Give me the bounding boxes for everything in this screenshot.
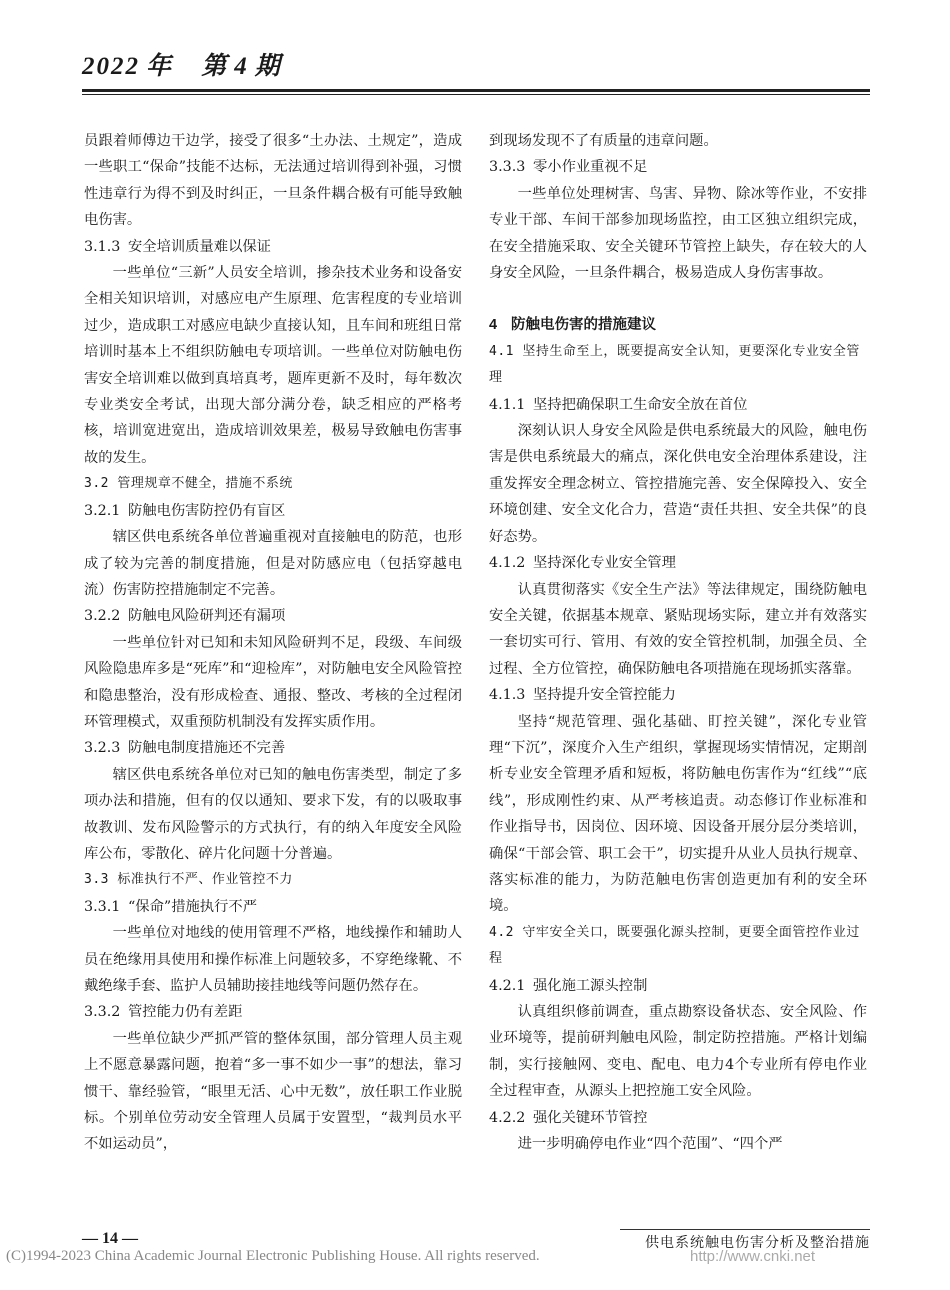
header-rule-thin [82, 94, 870, 95]
copyright-notice: (C)1994-2023 China Academic Journal Electronic Publishing House. All rights reserved. [6, 1248, 540, 1264]
paragraph: 进一步明确停电作业“四个范围”、“四个严 [517, 1136, 783, 1153]
right-column [489, 128, 867, 1157]
section-heading-4-1-1: 4.1.1 坚持把确保职工生命安全放在首位 [489, 396, 748, 413]
issue-year: 2022 [82, 53, 140, 80]
section-heading-4-1: 4.1 坚持生命至上，既要提高安全认知，更要深化专业安全管理 [489, 343, 860, 386]
left-column [84, 128, 462, 1158]
section-heading-4-1-2: 4.1.2 坚持深化专业安全管理 [489, 555, 676, 572]
section-heading-3-2-2: 3.2.2 防触电风险研判还有漏项 [84, 608, 286, 625]
section-heading-3-3-2: 3.3.2 管控能力仍有差距 [84, 1004, 243, 1021]
paragraph: 一些单位针对已知和未知风险研判不足，段级、车间级风险隐患库多是“死库”和“迎检库”，对防触电安全风险管控和隐患整治，没有形成检查、通报、整改、考核的全过程闭环管理模式，双重预防机制没有发挥实质作用。 [84, 634, 462, 730]
section-heading-4: 4 防触电伤害的措施建议 [489, 317, 656, 334]
issue-number: 4 [234, 53, 249, 80]
continued-paragraph: 到现场发现不了有质量的违章问题。 [489, 133, 718, 149]
section-heading-3-2-1: 3.2.1 防触电伤害防控仍有盲区 [84, 502, 286, 519]
issue-header [82, 46, 288, 82]
section-heading-4-2-1: 4.2.1 强化施工源头控制 [489, 977, 648, 994]
section-heading-4-2: 4.2 守牢安全关口，既要强化源头控制，更要全面管控作业过程 [489, 924, 860, 967]
paragraph: 认真组织修前调查，重点勘察设备状态、安全风险、作业环境等，提前研判触电风险，制定防控措施。严格计划编制，实行接触网、变电、配电、电力4个专业所有停电作业全过程审查，从源头上把控施工安全风险。 [489, 1004, 867, 1100]
section-heading-3-3-3: 3.3.3 零小作业重视不足 [489, 159, 648, 176]
section-heading-3-2-3: 3.2.3 防触电制度措施还不完善 [84, 740, 286, 757]
paragraph: 一些单位“三新”人员安全培训，掺杂技术业务和设备安全相关知识培训，对感应电产生原理、危害程度的专业培训过少，造成职工对感应电缺少直接认知，且车间和班组日常培训时基本上不组织防触电专项培训。一些单位对防触电伤害安全培训难以做到真培真考，题库更新不及时，每年数次专业类安全考试，出现大部分满分卷，缺乏相应的严格考核，培训宽进宽出，造成培训效果差，极易导致触电伤害事故的发生。 [84, 265, 462, 466]
paragraph: 一些单位对地线的使用管理不严格，地线操作和辅助人员在绝缘用具使用和操作标准上问题较多，不穿绝缘靴、不戴绝缘手套、监护人员辅助接挂地线等问题仍然存在。 [84, 925, 462, 994]
section-heading-3-1-3: 3.1.3 安全培训质量难以保证 [84, 238, 271, 255]
paragraph: 深刻认识人身安全风险是供电系统最大的风险，触电伤害是供电系统最大的痛点，深化供电安全治理体系建设，注重发挥安全理念树立、管控措施完善、安全保障投入、安全环境创建、安全文化合力，营造“责任共担、安全共保”的良好态势。 [489, 423, 867, 545]
footer-rule [620, 1229, 870, 1230]
paragraph: 坚持“规范管理、强化基础、盯控关键”，深化专业管理“下沉”，深度介入生产组织，掌握现场实情情况，定期剖析专业安全管理矛盾和短板，将防触电伤害作为“红线”“底线”，形成刚性约束、从严考核追责。动态修订作业标准和作业指导书，因岗位、因环境、因设备开展分层分类培训，确保“干部会管、职工会干”，切实提升从业人员执行规章、落实标准的能力，为防范触电伤害创造更加有利的安全环境。 [489, 713, 867, 915]
paragraph: 一些单位缺少严抓严管的整体氛围，部分管理人员主观上不愿意暴露问题，抱着“多一事不如少一事”的想法，靠习惯干、靠经验管，“眼里无活、心中无数”，放任职工作业脱标。个别单位劳动安全管理人员属于安置型，“裁判员水平不如运动员”， [84, 1030, 462, 1153]
paragraph: 辖区供电系统各单位普遍重视对直接触电的防范，也形成了较为完善的制度措施，但是对防感应电（包括穿越电流）伤害防控措施制定不完善。 [84, 529, 462, 598]
issue-unit: 期 [254, 53, 282, 80]
watermark: http://www.cnki.net [690, 1248, 816, 1265]
section-heading-3-3: 3.3 标准执行不严、作业管控不力 [84, 872, 293, 888]
continued-paragraph: 员跟着师傅边干边学，接受了很多“土办法、土规定”，造成一些职工“保命”技能不达标，无法通过培训得到补强，习惯性违章行为得不到及时纠正，一旦条件耦合极有可能导致触电伤害。 [84, 133, 462, 229]
paragraph: 认真贯彻落实《安全生产法》等法律规定，围绕防触电安全关键，依据基本规章、紧贴现场实际，建立并有效落实一套切实可行、管用、有效的安全管控机制，加强全员、全过程、全方位管控，确保防触电各项措施在现场抓实落靠。 [489, 581, 867, 677]
section-heading-4-2-2: 4.2.2 强化关键环节管控 [489, 1109, 648, 1126]
running-title: 供电系统触电伤害分析及整治措施 [645, 1235, 870, 1251]
section-heading-4-1-3: 4.1.3 坚持提升安全管控能力 [489, 687, 676, 704]
section-heading-3-2: 3.2 管理规章不健全，措施不系统 [84, 476, 293, 492]
issue-prefix: 第 [201, 53, 229, 80]
paragraph: 辖区供电系统各单位对已知的触电伤害类型，制定了多项办法和措施，但有的仅以通知、要求下发，有的以吸取事故教训、发布风险警示的方式执行，有的纳入年度安全风险库公布，零散化、碎片化问题十分普遍。 [84, 766, 462, 862]
issue-year-unit: 年 [146, 53, 174, 80]
section-heading-3-3-1: 3.3.1 “保命”措施执行不严 [84, 898, 257, 915]
paragraph: 一些单位处理树害、鸟害、异物、除冰等作业，不安排专业干部、车间干部参加现场监控，由工区独立组织完成，在安全措施采取、安全关键环节管控上缺失，存在较大的人身安全风险，一旦条件耦合，极易造成人身伤害事故。 [489, 185, 867, 282]
header-rule [82, 89, 870, 92]
page-number: — 14 — [82, 1230, 138, 1247]
